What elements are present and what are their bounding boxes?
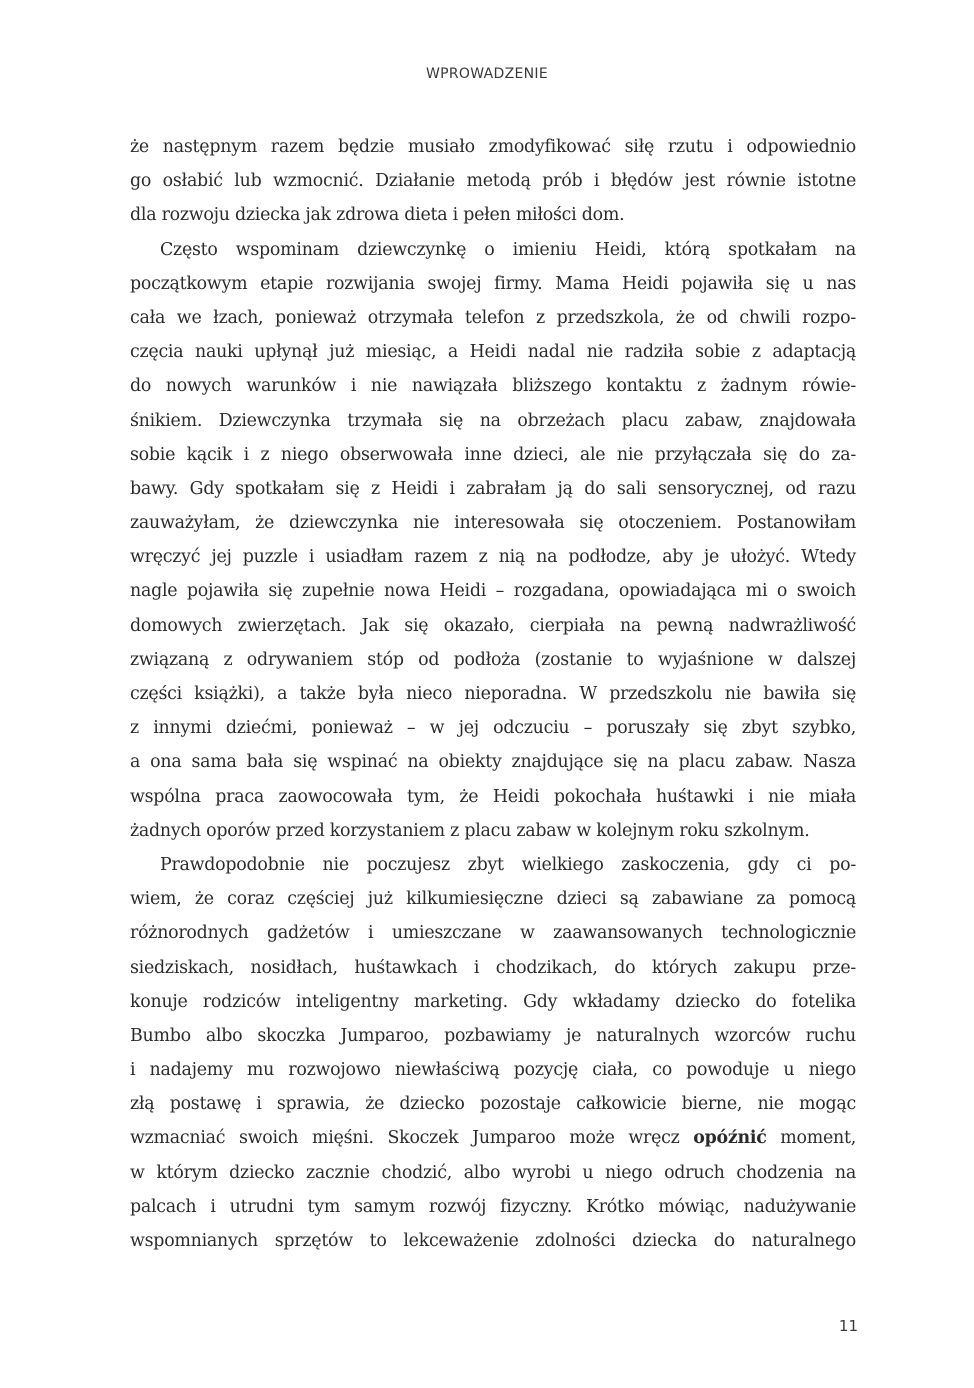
text-line: cała we łzach, ponieważ otrzymała telefon z przedszkola, że od chwili rozpo- bbox=[130, 307, 856, 328]
text-line: konuje rodziców inteligentny marketing. Gdy wkładamy dziecko do fotelika bbox=[130, 991, 856, 1012]
text-line: bawy. Gdy spotkałam się z Heidi i zabrałam ją do sali sensorycznej, od razu bbox=[130, 478, 856, 499]
text-line: części książki), a także była nieco nieporadna. W przedszkolu nie bawiła się bbox=[130, 684, 856, 704]
text-line-with-emphasis bbox=[130, 1121, 856, 1155]
text-line: go osłabić lub wzmocnić. Działanie metodą prób i błędów jest równie istotne bbox=[130, 171, 856, 192]
paragraph-3 bbox=[130, 848, 856, 1258]
paragraph-2 bbox=[130, 233, 856, 848]
text-line: początkowym etapie rozwijania swojej firmy. Mama Heidi pojawiła się u nas bbox=[130, 273, 856, 294]
text-line: a ona sama bała się wspinać na obiekty znajdujące się na placu zabaw. Nasza bbox=[130, 752, 856, 773]
text-line: do nowych warunków i nie nawiązała bliższego kontaktu z żadnym rówie- bbox=[130, 376, 856, 397]
text-segment: wzmacniać swoich mięśni. Skoczek Jumparoo może wręcz bbox=[130, 1128, 694, 1149]
text-line: palcach i utrudni tym samym rozwój fizyczny. Krótko mówiąc, nadużywanie bbox=[130, 1196, 856, 1217]
text-line: dla rozwoju dziecka jak zdrowa dieta i pełen miłości dom. bbox=[130, 205, 625, 226]
text-line: związaną z odrywaniem stóp od podłoża (zostanie to wyjaśnione w dalszej bbox=[130, 649, 856, 670]
text-line: nagle pojawiła się zupełnie nowa Heidi – rozgadana, opowiadająca mi o swoich bbox=[130, 581, 856, 602]
text-line: że następnym razem będzie musiało zmodyfikować siłę rzutu i odpowiednio bbox=[130, 137, 856, 157]
text-line: różnorodnych gadżetów i umieszczane w zaawansowanych technologicznie bbox=[130, 923, 856, 944]
text-line: w którym dziecko zacznie chodzić, albo wyrobi u niego odruch chodzenia na bbox=[130, 1162, 856, 1183]
text-line: Często wspominam dziewczynkę o imieniu Heidi, którą spotkałam na bbox=[160, 239, 856, 260]
text-line: żadnych oporów przed korzystaniem z placu zabaw w kolejnym roku szkolnym. bbox=[130, 820, 810, 841]
text-segment: moment, bbox=[766, 1128, 856, 1149]
paragraph-1 bbox=[130, 130, 856, 233]
running-header: WPROWADZENIE bbox=[426, 66, 548, 82]
page-number: 11 bbox=[838, 1317, 858, 1335]
text-line: częcia nauki upłynął już miesiąc, a Heidi nadal nie radziła sobie z adaptacją bbox=[130, 342, 856, 363]
text-line: śnikiem. Dziewczynka trzymała się na obrzeżach placu zabaw, znajdowała bbox=[130, 410, 856, 431]
text-line: siedziskach, nosidłach, huśtawkach i chodzikach, do których zakupu prze- bbox=[130, 957, 856, 978]
text-line: sobie kącik i z niego obserwowała inne dzieci, ale nie przyłączała się do za- bbox=[130, 444, 856, 465]
bold-emphasis: opóźnić bbox=[693, 1128, 767, 1149]
text-line: Bumbo albo skoczka Jumparoo, pozbawiamy je naturalnych wzorców ruchu bbox=[130, 1025, 856, 1046]
text-line: wspomnianych sprzętów to lekceważenie zdolności dziecka do naturalnego bbox=[130, 1231, 856, 1251]
text-line: wiem, że coraz częściej już kilkumiesięczne dzieci są zabawiane za pomocą bbox=[130, 889, 856, 910]
text-line: z innymi dziećmi, ponieważ – w jej odczuciu – poruszały się zbyt szybko, bbox=[130, 718, 856, 739]
text-line: domowych zwierzętach. Jak się okazało, cierpiała na pewną nadwrażliwość bbox=[130, 615, 856, 636]
text-line: wspólna praca zaowocowała tym, że Heidi pokochała huśtawki i nie miała bbox=[130, 786, 856, 807]
text-line: i nadajemy mu rozwojowo niewłaściwą pozycję ciała, co powoduje u niego bbox=[130, 1060, 856, 1081]
text-line: wręczyć jej puzzle i usiadłam razem z nią na podłodze, aby je ułożyć. Wtedy bbox=[130, 547, 856, 568]
text-line: złą postawę i sprawia, że dziecko pozostaje całkowicie bierne, nie mogąc bbox=[130, 1094, 856, 1115]
text-line: zauważyłam, że dziewczynka nie interesowała się otoczeniem. Postanowiłam bbox=[130, 513, 856, 534]
text-line: Prawdopodobnie nie poczujesz zbyt wielkiego zaskoczenia, gdy ci po- bbox=[160, 854, 856, 875]
body-text bbox=[130, 130, 856, 1258]
